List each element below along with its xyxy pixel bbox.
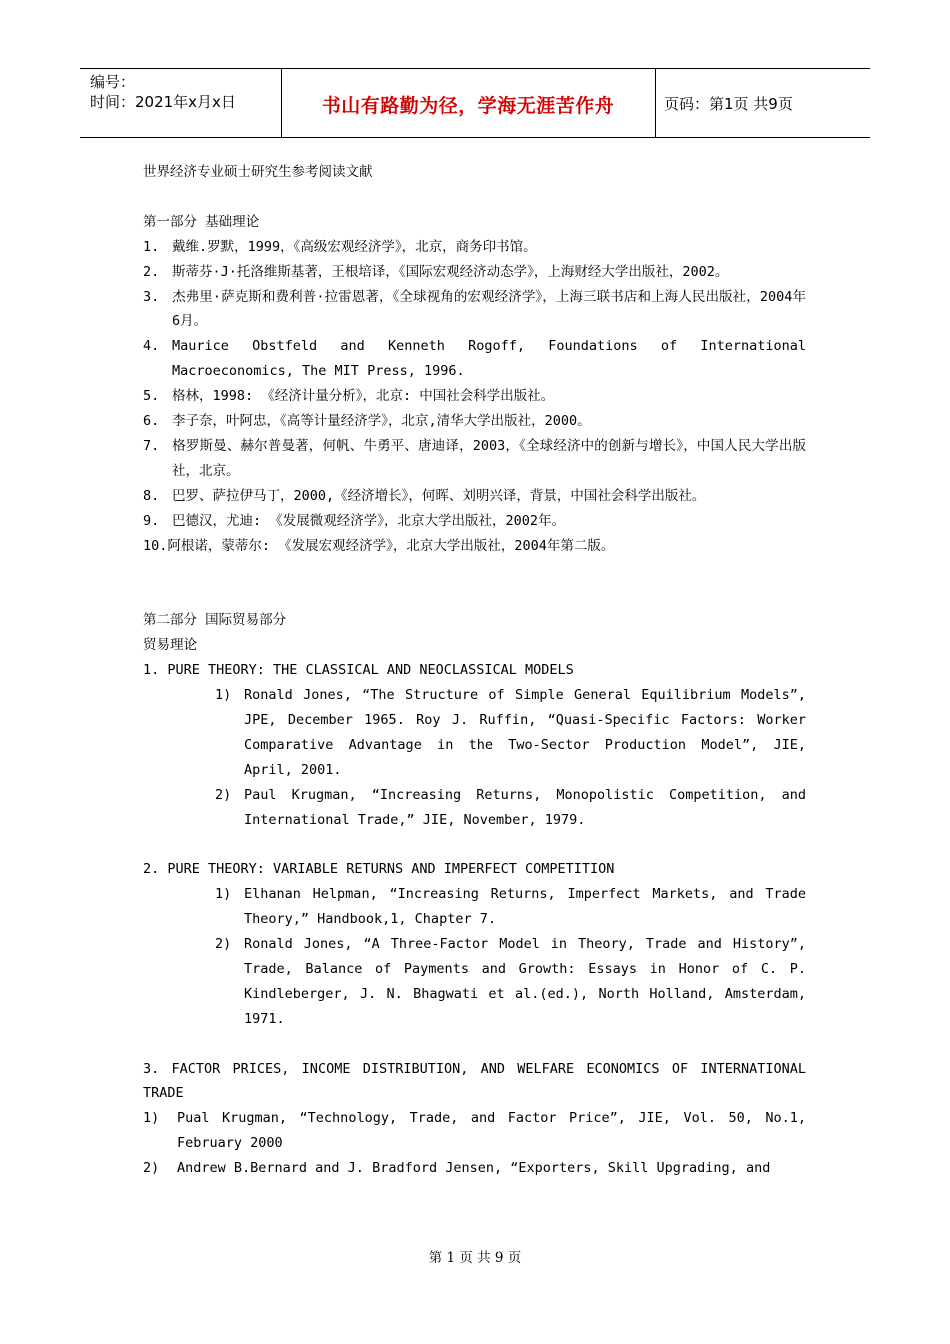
spacer <box>143 832 806 857</box>
item-text: 阿根诺，蒙蒂尔: 《发展宏观经济学》，北京大学出版社，2004年第二版。 <box>167 537 615 554</box>
spacer <box>143 558 806 608</box>
spacer <box>143 1032 806 1057</box>
item-text: 巴罗、萨拉伊马丁，2000,《经济增长》，何晖、刘明兴译，背景，中国社会科学出版社。 <box>172 487 706 504</box>
item-text: Paul Krugman, “Increasing Returns, Monopolistic Competition, and International Trade,” JIE, November, 1979. <box>244 786 806 828</box>
list-item <box>143 484 806 509</box>
item-number: 2. <box>143 263 160 280</box>
item-number: 9. <box>143 512 160 529</box>
list-item <box>215 882 806 932</box>
document-title: 世界经济专业硕士研究生参考阅读文献 <box>143 164 373 180</box>
list-item <box>143 409 806 434</box>
list-item <box>143 334 806 384</box>
item-text: Andrew B.Bernard and J. Bradford Jensen, “Exporters, Skill Upgrading, and <box>177 1160 771 1177</box>
item-number: 8. <box>143 487 160 504</box>
item-number: 1. <box>143 238 160 255</box>
part2-heading: 第二部分 国际贸易部分 <box>143 612 287 629</box>
item-number: 6. <box>143 413 160 430</box>
item-text: 格罗斯曼、赫尔普曼著，何帆、牛勇平、唐迪译，2003，《全球经济中的创新与增长》，中国人民大学出版社，北京。 <box>172 437 806 479</box>
item-text: Elhanan Helpman, “Increasing Returns, Imperfect Markets, and Trade Theory,” Handbook,1, Chapter 7. <box>244 886 806 928</box>
item-number: 7. <box>143 437 160 454</box>
serial-label: 编号： <box>90 73 136 91</box>
list-item <box>143 285 806 335</box>
item-number: 1) <box>215 687 232 703</box>
item-text: Ronald Jones, “The Structure of Simple General Equilibrium Models”, JPE, December 1965. Roy J. Ruffin, “Quasi-Specific Factors: Worker Comparative Advantage in the Two-Sector Production Model”, JIE, April, 2001. <box>244 687 806 778</box>
document-body <box>143 160 806 1181</box>
header-page-number: 页码：第1页 共9页 <box>664 95 793 113</box>
item-text: 杰弗里·萨克斯和费利普·拉雷恩著，《全球视角的宏观经济学》，上海三联书店和上海人民出版社，2004年6月。 <box>172 288 806 330</box>
spacer <box>143 185 806 210</box>
item-number: 1) <box>143 1110 160 1127</box>
section3-heading: 3. FACTOR PRICES, INCOME DISTRIBUTION, AND WELFARE ECONOMICS OF INTERNATIONAL TRADE <box>143 1060 806 1102</box>
date-label: 时间：2021年x月x日 <box>90 93 236 111</box>
list-item <box>143 384 806 409</box>
list-item <box>143 260 806 285</box>
page-footer: 第 1 页 共 9 页 <box>428 1250 522 1266</box>
page-header <box>80 68 870 138</box>
list-item <box>143 534 806 559</box>
header-motto: 书山有路勤为径，学海无涯苦作舟 <box>321 95 615 117</box>
item-number: 5. <box>143 388 160 405</box>
item-number: 10. <box>143 537 168 554</box>
part1-heading: 第一部分 基础理论 <box>143 213 260 230</box>
list-item <box>143 509 806 534</box>
item-text: 斯蒂芬·J·托洛维斯基著，王根培译，《国际宏观经济动态学》，上海财经大学出版社，2002。 <box>172 263 729 280</box>
header-divider-right <box>655 69 656 137</box>
item-text: Pual Krugman, “Technology, Trade, and Factor Price”, JIE, Vol. 50, No.1, February 2000 <box>177 1110 806 1152</box>
list-item <box>215 783 806 833</box>
list-item <box>215 932 806 1032</box>
item-text: 戴维.罗默，1999，《高级宏观经济学》，北京，商务印书馆。 <box>172 238 537 255</box>
list-item <box>215 683 806 783</box>
header-meta <box>90 72 236 112</box>
list-item <box>143 1106 806 1156</box>
item-text: Ronald Jones, “A Three-Factor Model in Theory, Trade and History”, Trade, Balance of Payments and Growth: Essays in Honor of C. P. Kindleberger, J. N. Bhagwati et al.(ed.), North Holland, Amsterdam, 1971. <box>244 936 806 1027</box>
item-number: 2) <box>215 936 232 953</box>
section1-heading: 1. PURE THEORY: THE CLASSICAL AND NEOCLASSICAL MODELS <box>143 662 574 679</box>
item-number: 1) <box>215 886 232 903</box>
list-item <box>143 434 806 484</box>
item-number: 4. <box>143 338 160 355</box>
section2-heading: 2. PURE THEORY: VARIABLE RETURNS AND IMPERFECT COMPETITION <box>143 861 615 878</box>
item-text: Maurice Obstfeld and Kenneth Rogoff, Foundations of International Macroeconomics, The MIT Press, 1996. <box>172 338 806 380</box>
item-number: 3. <box>143 288 160 305</box>
item-text: 李子奈，叶阿忠，《高等计量经济学》，北京,清华大学出版社，2000。 <box>172 413 591 430</box>
item-text: 格林，1998: 《经济计量分析》，北京: 中国社会科学出版社。 <box>172 388 555 405</box>
item-number: 2) <box>143 1160 160 1177</box>
list-item <box>143 1156 806 1181</box>
part1-list <box>143 235 806 559</box>
item-number: 2) <box>215 786 232 803</box>
item-text: 巴德汉，尤迪: 《发展微观经济学》，北京大学出版社，2002年。 <box>172 512 566 529</box>
trade-theory-heading: 贸易理论 <box>143 637 197 654</box>
list-item <box>143 235 806 260</box>
